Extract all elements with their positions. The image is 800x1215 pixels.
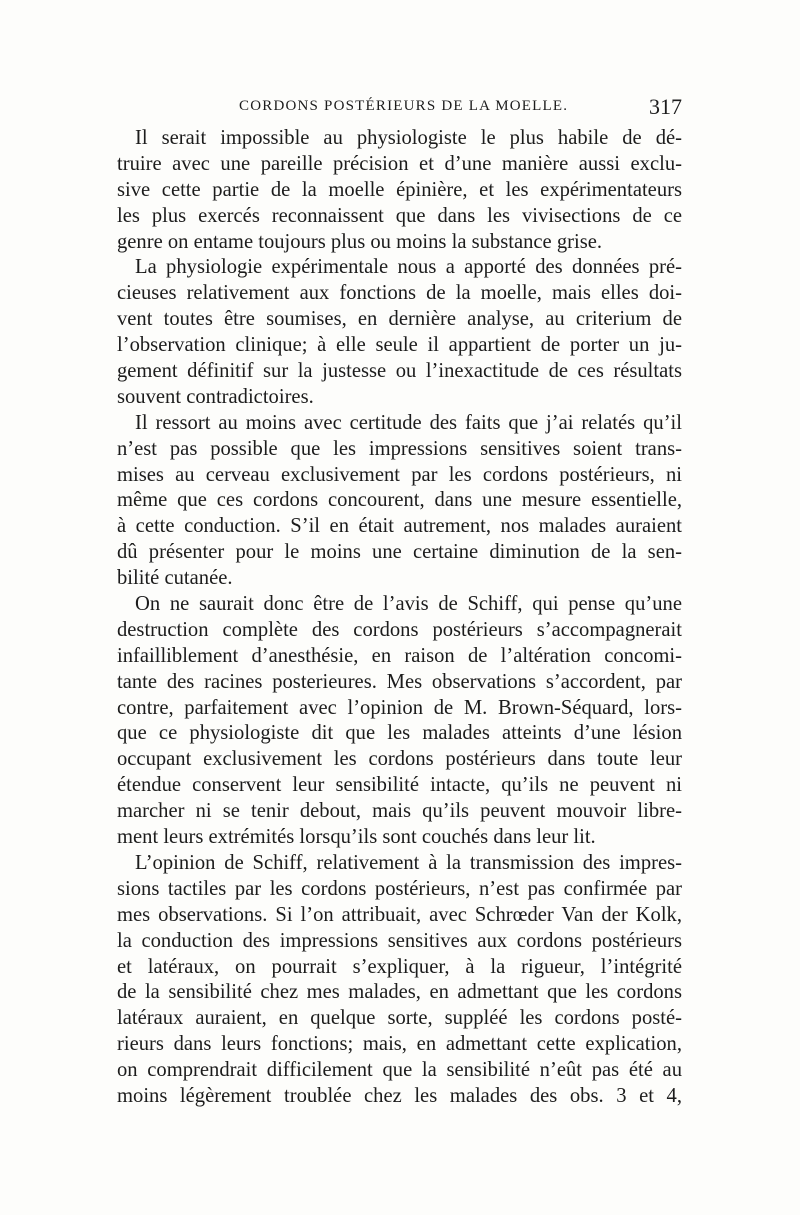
text-line: occupant exclusivement les cordons postérieurs dans toute leur bbox=[117, 748, 682, 771]
text-line: à cette conduction. S’il en était autrement, nos malades auraient bbox=[117, 515, 682, 538]
text-line: contre, parfaitement avec l’opinion de M. Brown-Séquard, lors- bbox=[117, 696, 682, 719]
text-line: tante des racines posterieures. Mes observations s’accordent, par bbox=[117, 670, 682, 693]
text-line: mes observations. Si l’on attribuait, avec Schrœder Van der Kolk, bbox=[117, 903, 682, 926]
text-line: sive cette partie de la moelle épinière, et les expérimentateurs bbox=[117, 178, 682, 201]
text-line: marcher ni se tenir debout, mais qu’ils peuvent mouvoir libre- bbox=[117, 800, 682, 823]
text-line: vent toutes être soumises, en dernière analyse, au criterium de bbox=[117, 308, 682, 331]
text-line: cieuses relativement aux fonctions de la moelle, mais elles doi- bbox=[117, 282, 682, 305]
text-line: de la sensibilité chez mes malades, en admettant que les cordons bbox=[117, 981, 682, 1004]
text-line: La physiologie expérimentale nous a apporté des données pré- bbox=[135, 256, 682, 279]
text-line: la conduction des impressions sensitives aux cordons postérieurs bbox=[117, 929, 682, 952]
running-head bbox=[117, 96, 682, 120]
text-line: que ce physiologiste dit que les malades atteints d’une lésion bbox=[117, 722, 682, 745]
text-line: on comprendrait difficilement que la sensibilité n’eût pas été au bbox=[117, 1059, 682, 1082]
text-line: moins légèrement troublée chez les malades des obs. 3 et 4, bbox=[117, 1084, 682, 1107]
text-line: ment leurs extrémités lorsqu’ils sont couchés dans leur lit. bbox=[117, 826, 596, 849]
text-line: dû présenter pour le moins une certaine diminution de la sen- bbox=[117, 541, 682, 564]
text-line: On ne saurait donc être de l’avis de Schiff, qui pense qu’une bbox=[135, 593, 682, 616]
text-line: même que ces cordons concourent, dans une mesure essentielle, bbox=[117, 489, 682, 512]
text-line: infailliblement d’anesthésie, en raison de l’altération concomi- bbox=[117, 644, 682, 667]
text-line: mises au cerveau exclusivement par les cordons postérieurs, ni bbox=[117, 463, 682, 486]
text-line: les plus exercés reconnaissent que dans les vivisections de ce bbox=[117, 204, 682, 227]
text-line: truire avec une pareille précision et d’une manière aussi exclu- bbox=[117, 152, 682, 175]
text-line: gement définitif sur la justesse ou l’inexactitude de ces résultats bbox=[117, 360, 682, 383]
text-line: étendue conservent leur sensibilité intacte, qu’ils ne peuvent ni bbox=[117, 774, 682, 797]
text-line: n’est pas possible que les impressions sensitives soient trans- bbox=[117, 437, 682, 460]
text-line: bilité cutanée. bbox=[117, 567, 233, 590]
text-line: L’opinion de Schiff, relativement à la transmission des impres- bbox=[135, 851, 682, 874]
text-line: Il serait impossible au physiologiste le plus habile de dé- bbox=[135, 127, 682, 149]
text-line: destruction complète des cordons postérieurs s’accompagnerait bbox=[117, 618, 682, 641]
text-line: souvent contradictoires. bbox=[117, 385, 314, 408]
text-line: l’observation clinique; à elle seule il appartient de porter un ju- bbox=[117, 334, 682, 357]
text-line: et latéraux, on pourrait s’expliquer, à la rigueur, l’intégrité bbox=[117, 955, 682, 978]
text-line: genre on entame toujours plus ou moins la substance grise. bbox=[117, 230, 602, 253]
running-title: CORDONS POSTÉRIEURS DE LA MOELLE. bbox=[239, 98, 569, 114]
text-line: rieurs dans leurs fonctions; mais, en admettant cette explication, bbox=[117, 1033, 682, 1056]
body-text bbox=[117, 126, 682, 1110]
text-line: sions tactiles par les cordons postérieurs, n’est pas confirmée par bbox=[117, 877, 682, 900]
text-line: latéraux auraient, en quelque sorte, suppléé les cordons posté- bbox=[117, 1007, 682, 1030]
text-line: Il ressort au moins avec certitude des faits que j’ai relatés qu’il bbox=[135, 411, 682, 434]
page-number: 317 bbox=[649, 94, 682, 119]
